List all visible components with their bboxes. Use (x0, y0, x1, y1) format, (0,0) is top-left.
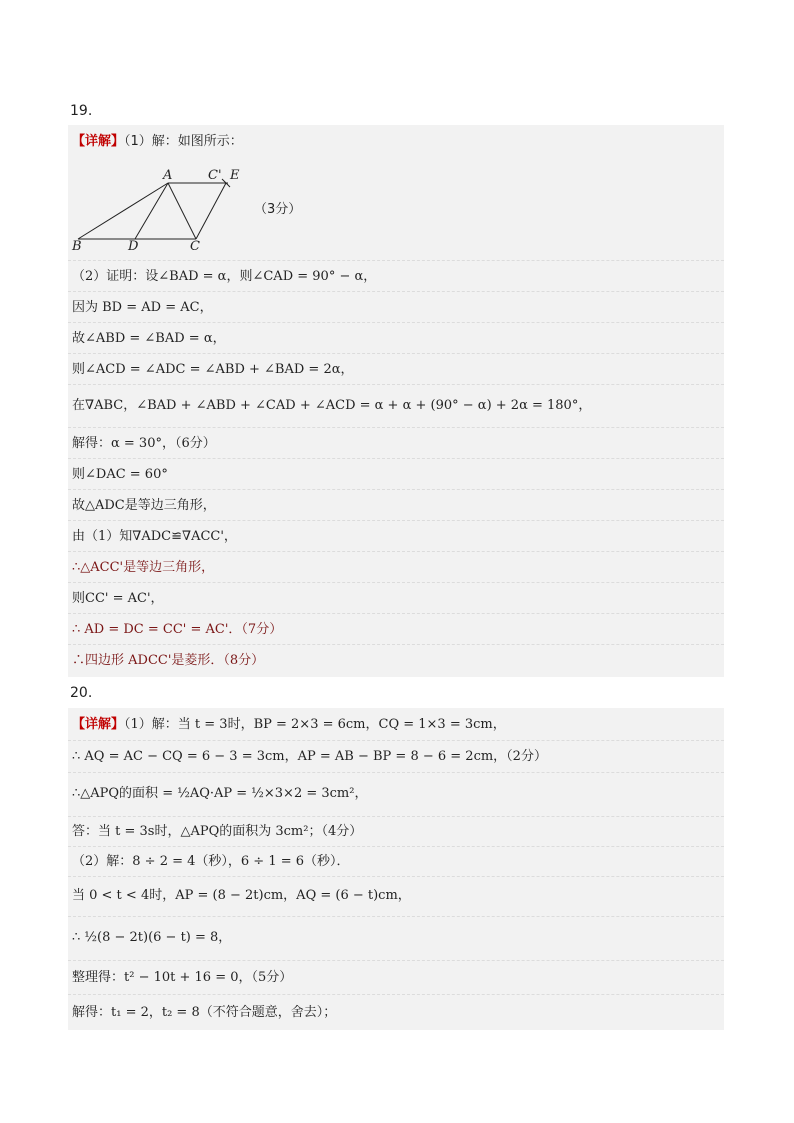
solution-line: ∴△APQ的面积 = ½AQ·AP = ½×3×2 = 3cm²， (72, 786, 368, 801)
solution-row (68, 644, 724, 677)
solution-line: ∴ AD = DC = CC' = AC'．（7分） (72, 622, 283, 637)
segment-cc-prime (196, 183, 226, 239)
solution-line (72, 716, 506, 734)
solution-line: 解得：t₁ = 2，t₂ = 8（不符合题意，舍去）； (72, 1005, 337, 1020)
solution-row (68, 740, 724, 773)
solution-line: 则∠DAC = 60° (72, 467, 168, 482)
question-number-19: 19. (70, 103, 93, 119)
solution-row (68, 960, 724, 995)
label-c-prime: C' (208, 168, 222, 183)
solution-panel-19 (68, 125, 724, 677)
solution-row (68, 520, 724, 552)
solution-line: ∴ ½(8 − 2t)(6 − t) = 8， (72, 930, 232, 945)
solution-row (68, 322, 724, 354)
solution-line: 则CC' = AC'， (72, 591, 164, 606)
solution-line: 由（1）知∇ADC≌∇ACC'， (72, 529, 237, 544)
label-a: A (163, 168, 173, 183)
solution-line: 当 0 < t < 4时，AP = (8 − 2t)cm，AQ = (6 − t)cm， (72, 888, 411, 903)
solution-line: 因为 BD = AD = AC， (72, 300, 213, 315)
solution-line: 在∇ABC，∠BAD + ∠ABD + ∠CAD + ∠ACD = α + α + (90° − α) + 2α = 180°， (72, 398, 592, 413)
segment-da (135, 183, 168, 239)
solution-row (68, 816, 724, 847)
solution-text: （1）解：当 t = 3时，BP = 2×3 = 6cm，CQ = 1×3 = 3cm， (124, 717, 506, 732)
detail-tag: 【详解】 (72, 717, 125, 732)
solution-line: 故△ADC是等边三角形， (72, 498, 216, 513)
solution-row (68, 876, 724, 917)
label-e: E (230, 168, 240, 183)
label-b: B (72, 239, 82, 254)
label-d: D (128, 239, 139, 254)
rhombus-figure (70, 165, 260, 255)
solution-row (68, 916, 724, 961)
solution-row (68, 551, 724, 583)
figure-score: （3分） (254, 202, 302, 217)
solution-row (68, 994, 724, 1030)
solution-row (68, 353, 724, 385)
solution-row (68, 846, 724, 877)
segment-ac (168, 183, 196, 239)
label-c: C (190, 239, 200, 254)
solution-line: 解得：α = 30°，（6分） (72, 436, 216, 451)
solution-row (68, 489, 724, 521)
question-number-20: 20. (70, 685, 93, 701)
solution-line: ∴ AQ = AC − CQ = 6 − 3 = 3cm，AP = AB − BP = 8 − 6 = 2cm，（2分） (72, 749, 547, 764)
solution-row (68, 582, 724, 614)
solution-line: 故∠ABD = ∠BAD = α， (72, 331, 226, 346)
solution-row (68, 708, 724, 741)
solution-line: （2）解：8 ÷ 2 = 4（秒），6 ÷ 1 = 6（秒）． (72, 854, 350, 869)
solution-row (68, 260, 724, 292)
solution-row (68, 291, 724, 323)
part-label: （1）解：如图所示： (124, 134, 243, 149)
solution-row (68, 125, 724, 261)
detail-tag: 【详解】 (72, 134, 125, 149)
solution-panel-20 (68, 708, 724, 1030)
solution-row (68, 384, 724, 428)
solution-line: （2）证明：设∠BAD = α，则∠CAD = 90° − α， (72, 269, 377, 284)
segment-ba (78, 183, 168, 239)
solution-row (68, 427, 724, 459)
solution-line: 整理得：t² − 10t + 16 = 0，（5分） (72, 970, 293, 985)
solution-line: 则∠ACD = ∠ADC = ∠ABD + ∠BAD = 2α， (72, 362, 354, 377)
solution-row (68, 772, 724, 817)
solution-line: ∴四边形 ADCC'是菱形．（8分） (72, 653, 265, 668)
solution-row (68, 458, 724, 490)
solution-line (72, 133, 243, 151)
solution-line: 答：当 t = 3s时，△APQ的面积为 3cm²；（4分） (72, 824, 363, 839)
solution-line: ∴△ACC'是等边三角形， (72, 560, 215, 575)
solution-row (68, 613, 724, 645)
